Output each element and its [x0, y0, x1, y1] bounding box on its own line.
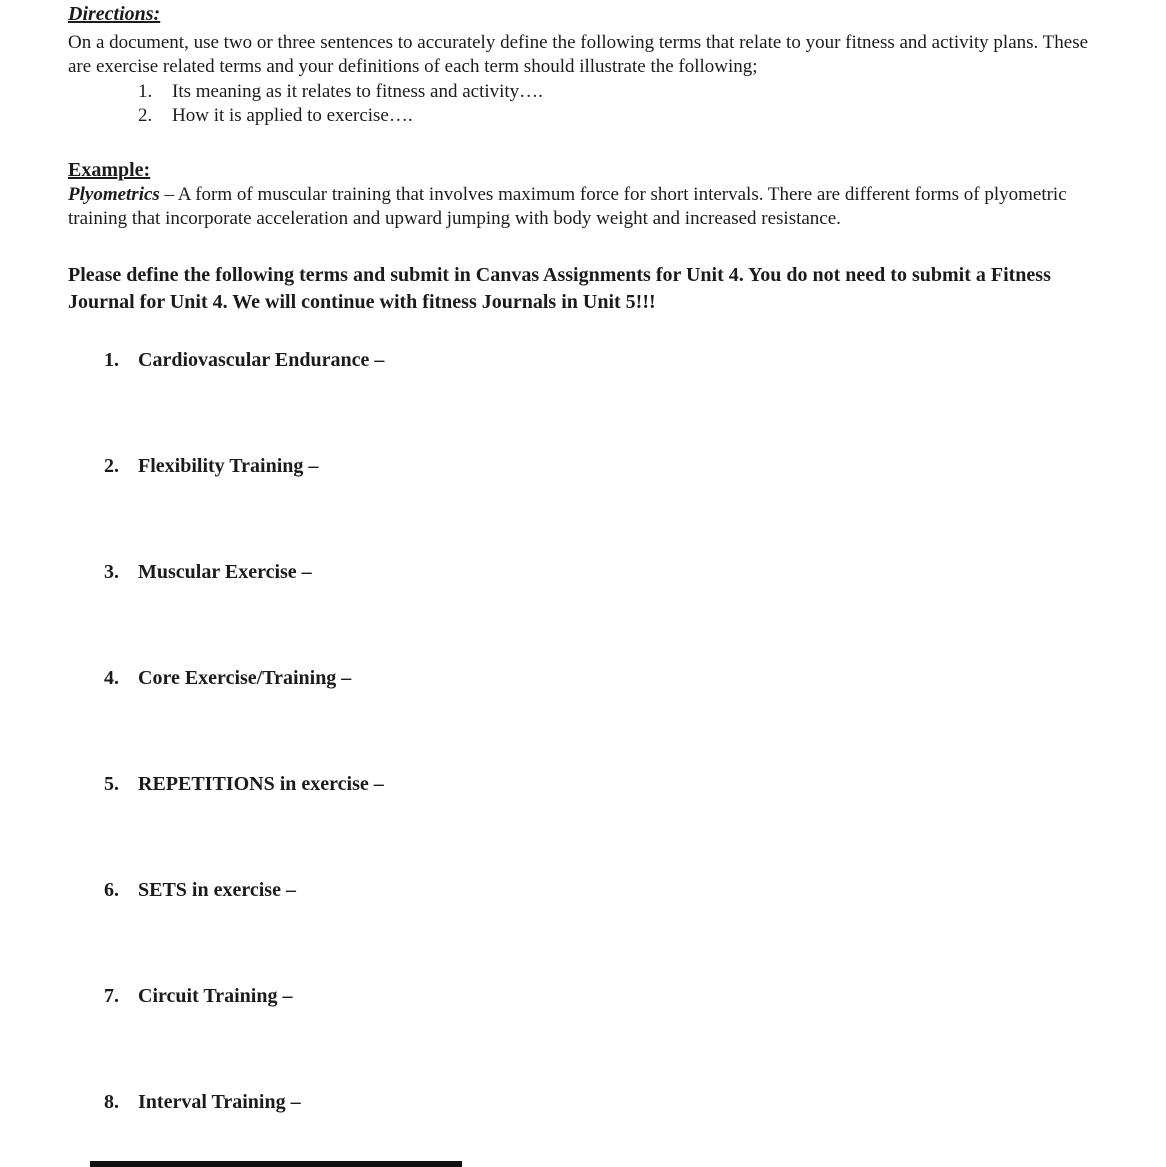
- term-item-4: [104, 667, 1100, 689]
- term-number: 6.: [104, 879, 119, 901]
- term-item-7: [104, 985, 1100, 1007]
- term-label: Interval Training –: [138, 1091, 301, 1113]
- example-separator: –: [159, 184, 178, 205]
- term-number: 8.: [104, 1091, 119, 1113]
- term-number: 1.: [104, 349, 119, 371]
- criteria-item-2: [138, 104, 1100, 128]
- term-number: 5.: [104, 773, 119, 795]
- term-label: SETS in exercise –: [138, 879, 296, 901]
- criteria-item-1: [138, 80, 1100, 104]
- term-number: 3.: [104, 561, 119, 583]
- criteria-item-number: 1.: [138, 81, 153, 102]
- directions-criteria-list: [68, 80, 1100, 128]
- document-content: [68, 2, 1100, 1113]
- directions-intro-paragraph: On a document, use two or three sentences to accurately define the following terms that relate to your fitness and activity plans. These are exercise related terms and your definitions of each term should illustrate the following;: [68, 32, 1089, 77]
- submission-instructions: Please define the following terms and submit in Canvas Assignments for Unit 4. You do not need to submit a Fitness Journal for Unit 4. We will continue with fitness Journals in Unit 5!!!: [68, 264, 1051, 313]
- term-item-3: [104, 561, 1100, 583]
- term-label: Core Exercise/Training –: [138, 667, 352, 689]
- term-label: REPETITIONS in exercise –: [138, 773, 384, 795]
- term-item-1: [104, 349, 1100, 371]
- term-label: Circuit Training –: [138, 985, 293, 1007]
- term-item-5: [104, 773, 1100, 795]
- criteria-item-number: 2.: [138, 105, 153, 126]
- term-item-8: [104, 1091, 1100, 1113]
- term-number: 7.: [104, 985, 119, 1007]
- criteria-item-text: Its meaning as it relates to fitness and activity….: [172, 81, 543, 102]
- example-heading: Example:: [68, 159, 151, 181]
- term-label: Cardiovascular Endurance –: [138, 349, 385, 371]
- term-number: 2.: [104, 455, 119, 477]
- bottom-partial-line: [90, 1161, 462, 1167]
- term-label: Muscular Exercise –: [138, 561, 312, 583]
- terms-list: [68, 349, 1100, 1113]
- term-item-2: [104, 455, 1100, 477]
- directions-heading: Directions:: [68, 3, 161, 25]
- example-term: Plyometrics: [68, 184, 160, 205]
- example-definition: A form of muscular training that involves maximum force for short intervals. There are different forms of plyometric training that incorporate acceleration and upward jumping with body weight and increased resistance.: [68, 184, 1067, 229]
- example-paragraph: [68, 183, 1100, 231]
- term-item-6: [104, 879, 1100, 901]
- criteria-item-text: How it is applied to exercise….: [172, 105, 413, 126]
- term-label: Flexibility Training –: [138, 455, 319, 477]
- example-section: [68, 158, 1100, 231]
- term-number: 4.: [104, 667, 119, 689]
